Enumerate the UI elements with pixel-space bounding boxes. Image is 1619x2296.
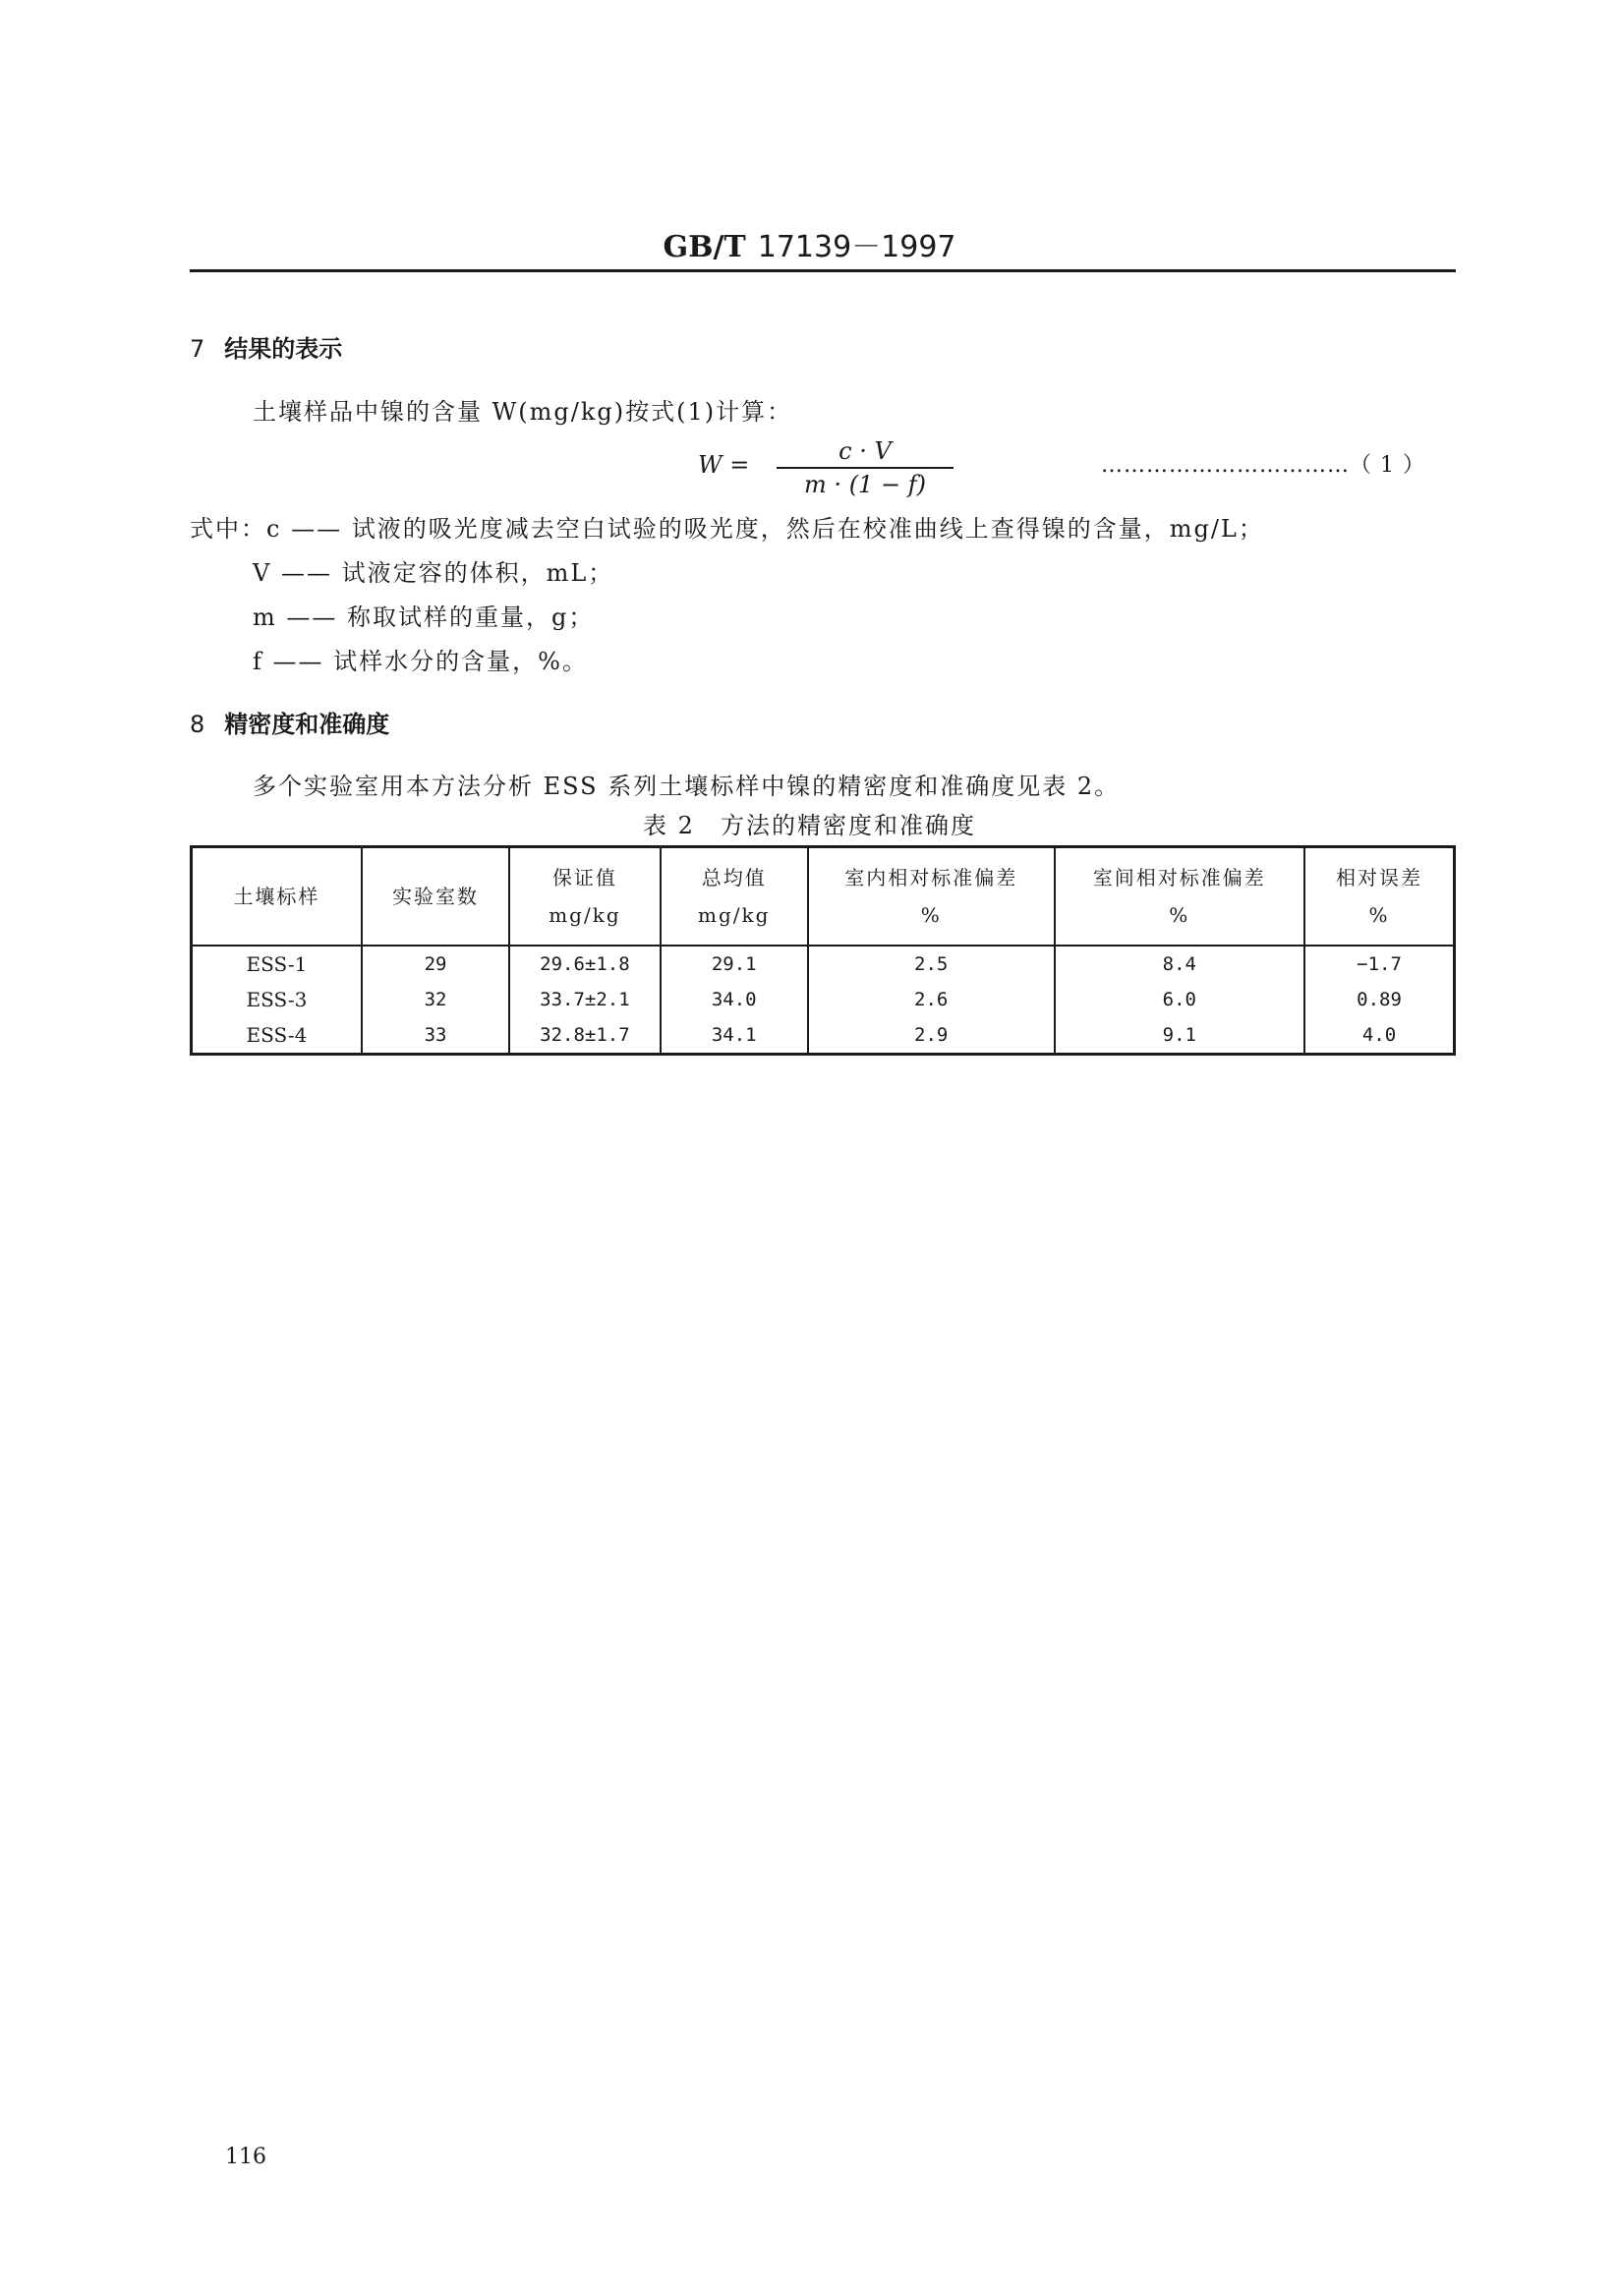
formula-numerator: c · V (838, 437, 892, 465)
table-cell: 4.0 (1304, 1017, 1454, 1055)
document-header (0, 222, 1619, 265)
page-number: 116 (225, 2145, 266, 2169)
table-cell: 33 (362, 1017, 509, 1055)
table-cell: 2.5 (808, 946, 1055, 982)
table-cell: 33.7±2.1 (509, 982, 660, 1017)
fraction-bar (777, 467, 954, 469)
table-cell: 0.89 (1304, 982, 1454, 1017)
table-cell: 9.1 (1055, 1017, 1305, 1055)
section-7-title: 结果的表示 (224, 335, 343, 363)
table-cell: 6.0 (1055, 982, 1305, 1017)
header-cell-interlab-rsd: 室间相对标准偏差 % (1055, 847, 1305, 947)
table-cell: 29.6±1.8 (509, 946, 660, 982)
table-cell: −1.7 (1304, 946, 1454, 982)
table-row (192, 982, 1455, 1017)
header-cell-lab-count: 实验室数 (362, 847, 509, 947)
table-cell: 32 (362, 982, 509, 1017)
table-row (192, 946, 1455, 982)
equation-reference: ……………………………（ 1 ） (1101, 453, 1425, 478)
section-8-heading (190, 705, 389, 739)
where-line-c: 式中：c —— 试液的吸光度减去空白试验的吸光度，然后在校准曲线上查得镍的含量，mg/L； (190, 515, 1264, 543)
table-row (192, 1017, 1455, 1055)
where-line-v: V —— 试液定容的体积，mL； (253, 559, 614, 587)
header-cell-intralab-rsd: 室内相对标准偏差 % (808, 847, 1055, 947)
formula-fraction (777, 437, 954, 498)
section-8-number: 8 (190, 711, 205, 738)
formula-1 (698, 437, 954, 496)
table-cell: 29 (362, 946, 509, 982)
standard-code: GB/T (663, 230, 746, 264)
table-cell: 32.8±1.7 (509, 1017, 660, 1055)
where-line-m: m —— 称取试样的重量，g； (253, 603, 595, 631)
section-8-title: 精密度和准确度 (224, 711, 390, 738)
table-cell: 34.0 (661, 982, 808, 1017)
formula-denominator: m · (1 − f) (804, 471, 926, 498)
table-cell: ESS-3 (192, 982, 362, 1017)
header-rule (190, 269, 1456, 272)
table-cell: ESS-1 (192, 946, 362, 982)
where-line-f: f —— 试样水分的含量，%。 (253, 648, 588, 675)
formula-lhs: W = (698, 451, 750, 479)
header-cell-sample: 土壤标样 (192, 847, 362, 947)
table-cell: ESS-4 (192, 1017, 362, 1055)
table-2-title: 表 2 方法的精密度和准确度 (643, 812, 976, 839)
section-7-intro: 土壤样品中镍的含量 W(mg/kg)按式(1)计算： (253, 398, 793, 426)
table-cell: 34.1 (661, 1017, 808, 1055)
table-cell: 2.6 (808, 982, 1055, 1017)
header-cell-relative-error: 相对误差 % (1304, 847, 1454, 947)
table-header-row (192, 847, 1455, 947)
section-8-intro: 多个实验室用本方法分析 ESS 系列土壤标样中镍的精密度和准确度见表 2。 (253, 773, 1121, 800)
header-cell-overall-mean: 总均值 mg/kg (661, 847, 808, 947)
standard-number: 17139－1997 (757, 230, 956, 264)
table-cell: 2.9 (808, 1017, 1055, 1055)
section-7-heading (190, 329, 342, 364)
table-2 (190, 845, 1456, 1056)
table-cell: 29.1 (661, 946, 808, 982)
table-cell: 8.4 (1055, 946, 1305, 982)
header-cell-certified-value: 保证值 mg/kg (509, 847, 660, 947)
section-7-number: 7 (190, 335, 205, 363)
